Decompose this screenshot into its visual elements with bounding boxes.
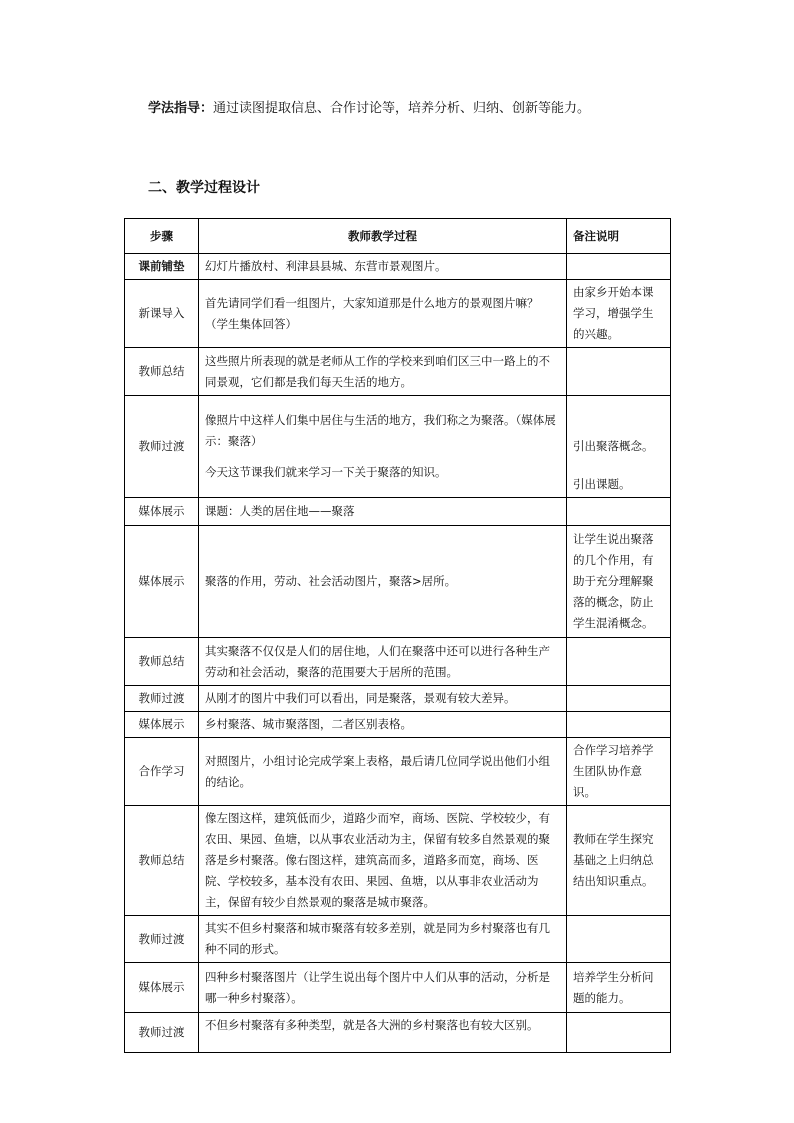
note-cell (567, 638, 671, 686)
step-cell: 媒体展示 (125, 498, 199, 526)
table-row (125, 738, 671, 806)
table-row (125, 396, 671, 498)
note-cell: 由家乡开始本课学习，增强学生的兴趣。 (567, 280, 671, 348)
step-cell: 媒体展示 (125, 526, 199, 638)
header-step: 步骤 (125, 219, 199, 254)
note-cell: 让学生说出聚落的几个作用，有助于充分理解聚落的概念，防止学生混淆概念。 (567, 526, 671, 638)
note-cell: 合作学习培养学生团队协作意识。 (567, 738, 671, 806)
table-row (125, 963, 671, 1013)
table-row (125, 498, 671, 526)
step-cell: 教师过渡 (125, 1013, 199, 1053)
step-cell: 教师总结 (125, 806, 199, 916)
step-cell: 教师总结 (125, 638, 199, 686)
note-cell (567, 498, 671, 526)
study-guidance-label: 学法指导： (148, 101, 214, 116)
step-cell: 教师过渡 (125, 686, 199, 712)
teaching-process-table (124, 218, 671, 1053)
note-text: 引出聚落概念。 (573, 439, 654, 453)
note-cell (567, 254, 671, 280)
process-paragraph: 像照片中这样人们集中居住与生活的地方，我们称之为聚落。（媒体展示：聚落） (205, 413, 556, 448)
note-cell (567, 686, 671, 712)
process-paragraph: 今天这节课我们就来学习一下关于聚落的知识。 (205, 465, 447, 479)
step-cell: 媒体展示 (125, 712, 199, 738)
process-cell: 这些照片所表现的就是老师从工作的学校来到咱们区三中一路上的不同景观，它们都是我们每天生活的地方。 (199, 348, 567, 396)
process-cell: 像左图这样，建筑低而少，道路少而窄，商场、医院、学校较少，有农田、果园、鱼塘，以从事农业活动为主，保留有较多自然景观的聚落是乡村聚落。像右图这样，建筑高而多，道路多而宽，商场、医院、学校较多，基本没有农田、果园、鱼塘，以从事非农业活动为主，保留有较少自然景观的聚落是城市聚落。 (199, 806, 567, 916)
table-row (125, 1013, 671, 1053)
process-cell: 其实不但乡村聚落和城市聚落有较多差别，就是同为乡村聚落也有几种不同的形式。 (199, 916, 567, 963)
table-row (125, 916, 671, 963)
table-row (125, 712, 671, 738)
process-cell: 幻灯片播放村、利津县县城、东营市景观图片。 (199, 254, 567, 280)
table-row (125, 348, 671, 396)
step-cell: 教师过渡 (125, 916, 199, 963)
note-cell (567, 396, 671, 498)
note-cell (567, 1013, 671, 1053)
step-cell: 媒体展示 (125, 963, 199, 1013)
process-cell: 不但乡村聚落有多种类型，就是各大洲的乡村聚落也有较大区别。 (199, 1013, 567, 1053)
process-cell: 四种乡村聚落图片（让学生说出每个图片中人们从事的活动，分析是哪一种乡村聚落）。 (199, 963, 567, 1013)
step-cell: 新课导入 (125, 280, 199, 348)
note-cell (567, 712, 671, 738)
note-cell (567, 348, 671, 396)
table-row (125, 638, 671, 686)
note-cell (567, 916, 671, 963)
table-row (125, 526, 671, 638)
process-cell: 课题：人类的居住地——聚落 (199, 498, 567, 526)
process-cell: 首先请同学们看一组图片，大家知道那是什么地方的景观图片嘛？（学生集体回答） (199, 280, 567, 348)
table-header-row (125, 219, 671, 254)
header-process: 教师教学过程 (199, 219, 567, 254)
process-cell: 聚落的作用，劳动、社会活动图片，聚落>居所。 (199, 526, 567, 638)
process-cell (199, 396, 567, 498)
header-note: 备注说明 (567, 219, 671, 254)
step-cell: 课前铺垫 (125, 254, 199, 280)
process-cell: 从刚才的图片中我们可以看出，同是聚落，景观有较大差异。 (199, 686, 567, 712)
section-title: 二、教学过程设计 (148, 180, 260, 196)
process-cell: 对照图片，小组讨论完成学案上表格，最后请几位同学说出他们小组的结论。 (199, 738, 567, 806)
note-text: 引出课题。 (573, 477, 631, 491)
process-cell: 乡村聚落、城市聚落图，二者区别表格。 (199, 712, 567, 738)
table-row (125, 280, 671, 348)
step-cell: 教师过渡 (125, 396, 199, 498)
table-row (125, 686, 671, 712)
study-guidance-text: 通过读图提取信息、合作讨论等，培养分析、归纳、创新等能力。 (213, 101, 591, 116)
note-cell: 培养学生分析问题的能力。 (567, 963, 671, 1013)
table-row (125, 254, 671, 280)
step-cell: 合作学习 (125, 738, 199, 806)
table-row (125, 806, 671, 916)
step-cell: 教师总结 (125, 348, 199, 396)
process-cell: 其实聚落不仅仅是人们的居住地，人们在聚落中还可以进行各种生产劳动和社会活动，聚落的范围要大于居所的范围。 (199, 638, 567, 686)
note-cell: 教师在学生探究基础之上归纳总结出知识重点。 (567, 806, 671, 916)
study-guidance (148, 98, 708, 120)
